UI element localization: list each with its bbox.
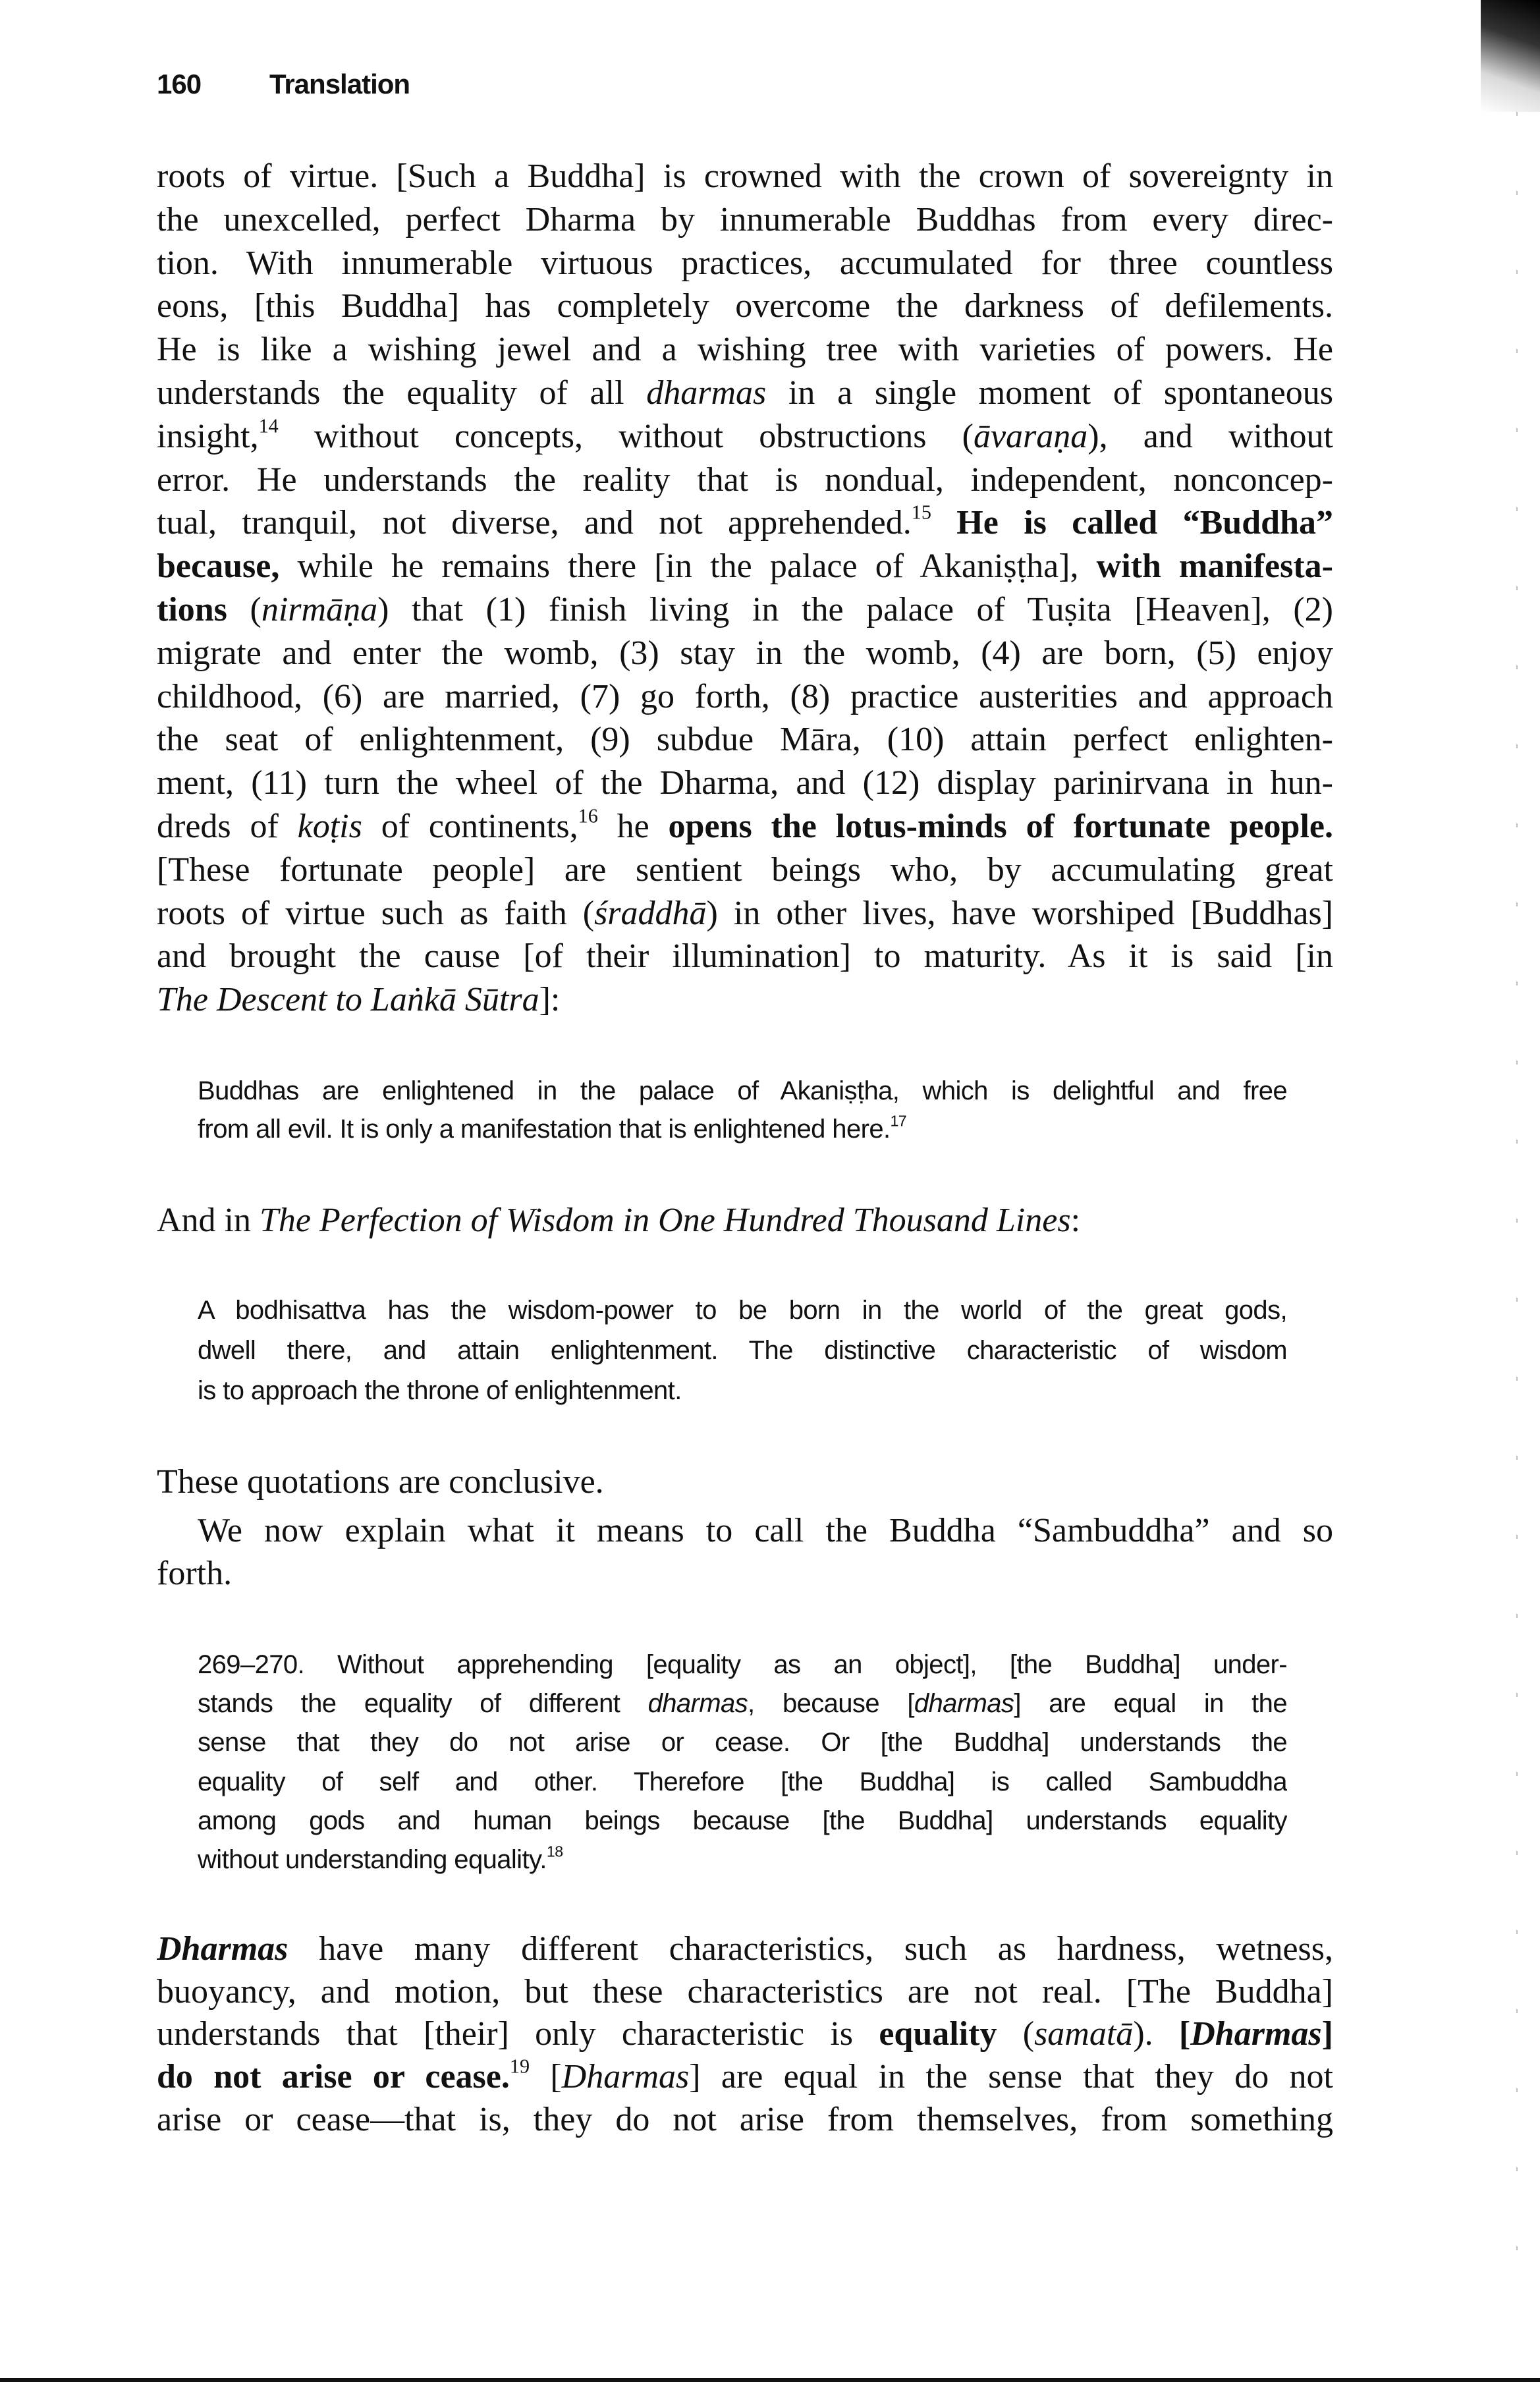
text-line	[157, 1551, 1333, 1597]
footnote-ref: 15	[911, 501, 931, 524]
text-run: ] are equal in the	[1014, 1689, 1287, 1718]
text-line	[157, 717, 1333, 763]
text-run: tual, tranquil, not diverse, and not apprehended.	[157, 504, 912, 541]
text-run: We now explain what it means to call the Buddha “Sambuddha” and so	[198, 1512, 1333, 1549]
text-run: (	[227, 591, 261, 628]
text-line	[157, 543, 1333, 590]
scan-edge-shadow	[1481, 0, 1540, 112]
text-run: Dharmas	[561, 2058, 690, 2095]
text-run: tion. With innumerable virtuous practices, accumulated for three countless	[157, 244, 1333, 282]
text-run: from all evil. It is only a manifestation that is enlightened here.	[198, 1115, 891, 1144]
text-run: stands the equality of different	[198, 1689, 648, 1718]
text-run: childhood, (6) are married, (7) go forth, (8) practice austerities and approach	[157, 678, 1333, 715]
text-run: dharmas	[646, 374, 767, 412]
scan-page-edge	[1516, 112, 1518, 2286]
text-run: understands the equality of all	[157, 374, 647, 412]
text-run: śraddhā	[594, 895, 707, 932]
text-run: eons, [this Buddha] has completely overcome the darkness of defilements.	[157, 287, 1333, 325]
text-run: And in	[157, 1202, 260, 1239]
text-run: sense that they do not arise or cease. Or [the Buddha] understands the	[198, 1728, 1287, 1757]
text-line	[157, 1969, 1333, 2015]
text-run: he	[597, 808, 669, 845]
text-run: dreds of	[157, 808, 298, 845]
text-run: The Perfection of Wisdom in One Hundred Thousand Lines	[260, 1202, 1071, 1239]
text-line	[157, 2054, 1333, 2100]
text-run: These quotations are conclusive.	[157, 1463, 604, 1501]
text-line	[157, 283, 1333, 329]
text-run: error. He understands the reality that is nondual, independent, nonconcep-	[157, 461, 1333, 499]
footnote-ref: 17	[890, 1112, 907, 1130]
text-run: ), and without	[1087, 418, 1333, 455]
text-run: opens the lotus-minds of fortunate people.	[668, 808, 1333, 845]
text-run: dharmas	[647, 1689, 748, 1718]
text-run: roots of virtue. [Such a Buddha] is crowned with the crown of sovereignty in	[157, 157, 1333, 195]
text-run: equality	[879, 2015, 997, 2053]
text-run: āvaraṇa	[973, 418, 1088, 455]
text-run: ).	[1133, 2015, 1179, 2053]
text-run: Dharmas	[1190, 2015, 1322, 2053]
text-line	[157, 2011, 1333, 2057]
text-run: while he remains there [in the palace of Akaniṣṭha],	[279, 547, 1097, 585]
text-run: :	[1070, 1202, 1081, 1239]
text-run: He is like a wishing jewel and a wishing tree with varieties of powers. He	[157, 331, 1333, 368]
text-line	[157, 630, 1333, 677]
text-run: in a single moment of spontaneous	[766, 374, 1333, 412]
page-number: 160	[157, 69, 202, 99]
footnote-ref: 18	[546, 1843, 563, 1860]
text-line	[198, 1287, 1287, 1333]
text-run: ]	[1321, 2015, 1333, 2053]
text-run: 269–270. Without apprehending [equality as an object], [the Buddha] under-	[198, 1650, 1287, 1679]
text-run: buoyancy, and motion, but these characteristics are not real. [The Buddha]	[157, 1973, 1333, 2011]
text-line	[157, 370, 1333, 416]
running-title: Translation	[269, 69, 410, 99]
text-line	[198, 1327, 1287, 1373]
text-line	[198, 1837, 1287, 1883]
text-run: ment, (11) turn the wheel of the Dharma, and (12) display parinirvana in hun-	[157, 764, 1333, 802]
text-run: A bodhisattva has the wisdom-power to be born in the world of the great gods,	[198, 1296, 1287, 1325]
text-line	[198, 1106, 1287, 1152]
footnote-ref: 16	[578, 804, 598, 827]
footnote-ref: 14	[258, 414, 279, 437]
text-line	[157, 1926, 1333, 1972]
text-line	[157, 2097, 1333, 2143]
text-line	[157, 804, 1333, 850]
text-line	[157, 977, 1333, 1023]
text-line	[157, 674, 1333, 720]
text-line	[157, 1459, 1333, 1505]
text-run: forth.	[157, 1555, 233, 1592]
text-run: without understanding equality.	[198, 1845, 547, 1874]
text-run: samatā	[1034, 2015, 1134, 2053]
text-run: [These fortunate people] are sentient beings who, by accumulating great	[157, 851, 1333, 889]
text-run: understands that [their] only characteristic is	[157, 2015, 879, 2053]
text-run: tions	[157, 591, 227, 628]
text-run: roots of virtue such as faith (	[157, 895, 595, 932]
text-run: ) that (1) finish living in the palace of Tuṣita [Heaven], (2)	[377, 591, 1333, 628]
text-run: Dharmas	[157, 1930, 289, 1968]
footnote-ref: 19	[509, 2055, 530, 2078]
text-line	[157, 197, 1333, 243]
text-run: The Descent to Laṅkā Sūtra	[157, 981, 539, 1018]
text-run: among gods and human beings because [the Buddha] understands equality	[198, 1806, 1287, 1835]
text-line	[157, 153, 1333, 200]
text-run: [	[1178, 2015, 1191, 2053]
text-run: nirmāṇa	[261, 591, 378, 628]
text-line	[198, 1508, 1333, 1554]
text-line	[157, 760, 1333, 806]
text-line	[157, 500, 1333, 546]
text-line	[157, 1198, 1333, 1244]
text-run: ]:	[539, 981, 561, 1018]
text-run: (	[997, 2015, 1035, 2053]
text-run: without concepts, without obstructions (	[278, 418, 974, 455]
text-run: do not arise or cease.	[157, 2058, 510, 2095]
text-run: ] are equal in the sense that they do not	[689, 2058, 1333, 2095]
text-run: the seat of enlightenment, (9) subdue Māra, (10) attain perfect enlighten-	[157, 721, 1333, 758]
text-run: ) in other lives, have worshiped [Buddhas]	[706, 895, 1333, 932]
text-run: , because [	[748, 1689, 914, 1718]
text-run: insight,	[157, 418, 259, 455]
text-line	[157, 847, 1333, 893]
text-line	[157, 240, 1333, 287]
text-run: koṭis	[297, 808, 362, 845]
scan-bottom-edge	[0, 2378, 1540, 2382]
text-run: Buddhas are enlightened in the palace of Akaniṣṭha, which is delightful and free	[198, 1076, 1287, 1105]
text-run: because,	[157, 547, 280, 585]
text-line	[157, 587, 1333, 633]
text-line	[157, 457, 1333, 503]
text-line	[157, 891, 1333, 937]
text-run: migrate and enter the womb, (3) stay in the womb, (4) are born, (5) enjoy	[157, 634, 1333, 672]
text-line	[157, 933, 1333, 980]
text-run: dwell there, and attain enlightenment. The distinctive characteristic of wisdom	[198, 1336, 1287, 1365]
text-line	[198, 1368, 1287, 1414]
text-run: dharmas	[914, 1689, 1014, 1718]
text-line	[157, 327, 1333, 373]
text-run: with manifesta-	[1096, 547, 1333, 585]
text-run: equality of self and other. Therefore [the Buddha] is called Sambuddha	[198, 1767, 1287, 1796]
text-run: the unexcelled, perfect Dharma by innumerable Buddhas from every direc-	[157, 201, 1333, 238]
text-run: is to approach the throne of enlightenment.	[198, 1376, 682, 1405]
text-run: He is called “Buddha”	[931, 504, 1333, 541]
text-run: and brought the cause [of their illumination] to maturity. As it is said [in	[157, 937, 1333, 975]
text-run: arise or cease—that is, they do not arise from themselves, from something	[157, 2101, 1333, 2138]
text-run: [	[530, 2058, 562, 2095]
text-line	[157, 414, 1333, 460]
text-run: of continents,	[362, 808, 578, 845]
text-run: have many different characteristics, such as hardness, wetness,	[288, 1930, 1333, 1968]
